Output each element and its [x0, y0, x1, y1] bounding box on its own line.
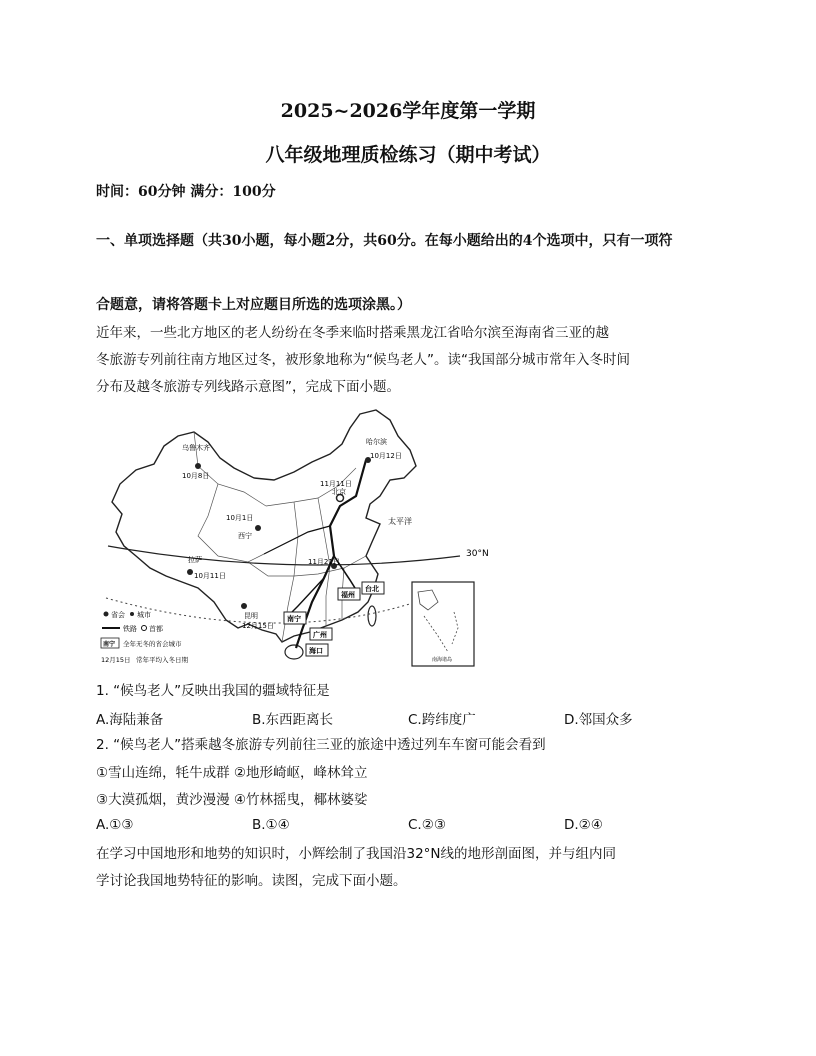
city-label-urumqi: 乌鲁木齐	[182, 444, 210, 452]
question-2-line-2: ③大漠孤烟，黄沙漫漫 ④竹林摇曳，椰林婆娑	[96, 792, 368, 808]
q1-option-d[interactable]: D.邻国众多	[564, 712, 633, 728]
q2-option-a[interactable]: A.①③	[96, 817, 134, 833]
boxed-city-fuzhou: 福州	[341, 591, 355, 599]
city-date-wuhan: 11月21日	[308, 558, 340, 566]
section-heading: 一、单项选择题（共30小题，每小题2分，共60分。在每小题给出的4个选项中，只有一项符	[96, 233, 673, 249]
city-label-harbin: 哈尔滨	[366, 438, 387, 446]
taiwan-island	[368, 606, 376, 626]
q1-option-b[interactable]: B.东西距离长	[252, 712, 334, 728]
boxed-city-taipei: 台北	[365, 585, 379, 593]
svg-text:铁路: 铁路	[123, 625, 137, 633]
hainan-island	[285, 645, 303, 659]
passage1-line-3: 分布及越冬旅游专列线路示意图”，完成下面小题。	[96, 379, 400, 395]
city-date-lhasa: 10月11日	[194, 572, 226, 580]
dotted-line	[106, 598, 416, 623]
passage2-line-1: 在学习中国地形和地势的知识时，小辉绘制了我国沿32°N线的地形剖面图，并与组内同	[96, 846, 617, 862]
latitude-label: 30°N	[466, 549, 489, 559]
title-line-2: 八年级地理质检练习（期中考试）	[265, 144, 551, 166]
passage2-line-2: 学讨论我国地势特征的影响。读图，完成下面小题。	[96, 873, 407, 889]
city-label-xining: 西宁	[238, 532, 252, 540]
passage1-line-1: 近年来，一些北方地区的老人纷纷在冬季来临时搭乘黑龙江省哈尔滨至海南省三亚的越	[96, 325, 609, 341]
boxed-city-nanning: 南宁	[287, 615, 301, 623]
passage1-line-2: 冬旅游专列前往南方地区过冬，被形象地称为“候鸟老人”。读“我国部分城市常年入冬时间	[96, 352, 630, 368]
section-heading-continued: 合题意，请将答题卡上对应题目所选的选项涂黑。）	[96, 297, 411, 313]
svg-text:全年无冬的省会城市: 全年无冬的省会城市	[123, 640, 182, 648]
exam-info: 时间：60分钟 满分：100分	[96, 184, 276, 200]
latitude-30n-line	[108, 546, 460, 565]
title-line-1: 2025~2026学年度第一学期	[280, 100, 536, 122]
svg-text:首都: 首都	[149, 625, 163, 633]
city-label-kunming: 昆明	[244, 612, 258, 620]
question-1-stem: 1. “候鸟老人”反映出我国的疆域特征是	[96, 683, 330, 699]
inset-label: 南海诸岛	[432, 657, 453, 663]
china-map-figure	[98, 406, 490, 672]
boxed-city-guangzhou: 广州	[313, 631, 327, 639]
q1-option-a[interactable]: A.海陆兼备	[96, 712, 164, 728]
question-2-line-1: ①雪山连绵，牦牛成群 ②地形崎岖，峰林耸立	[96, 765, 368, 781]
city-date-kunming: 12月15日	[242, 622, 274, 630]
city-label-lhasa: 拉萨	[188, 556, 202, 564]
ocean-label: 太平洋	[388, 517, 412, 526]
svg-text:12月15日: 12月15日	[101, 656, 131, 664]
boxed-city-haikou: 海口	[309, 647, 323, 655]
svg-text:南宁: 南宁	[103, 641, 116, 648]
city-date-beijing: 11月11日	[320, 480, 352, 488]
city-date-harbin: 10月12日	[370, 452, 402, 460]
q1-option-c[interactable]: C.跨纬度广	[408, 712, 476, 728]
svg-text:常年平均入冬日期: 常年平均入冬日期	[136, 656, 188, 664]
q2-option-d[interactable]: D.②④	[564, 817, 603, 833]
q2-option-b[interactable]: B.①④	[252, 817, 290, 833]
city-label-beijing: 北京	[332, 488, 346, 496]
question-2-stem: 2. “候鸟老人”搭乘越冬旅游专列前往三亚的旅途中透过列车车窗可能会看到	[96, 737, 546, 753]
south-china-sea-inset	[412, 582, 474, 666]
city-date-xining: 10月1日	[226, 514, 254, 522]
map-legend	[101, 610, 189, 664]
svg-text:城市: 城市	[137, 611, 151, 619]
svg-text:省会: 省会	[111, 611, 125, 619]
q2-option-c[interactable]: C.②③	[408, 817, 446, 833]
city-date-urumqi: 10月8日	[182, 472, 210, 480]
